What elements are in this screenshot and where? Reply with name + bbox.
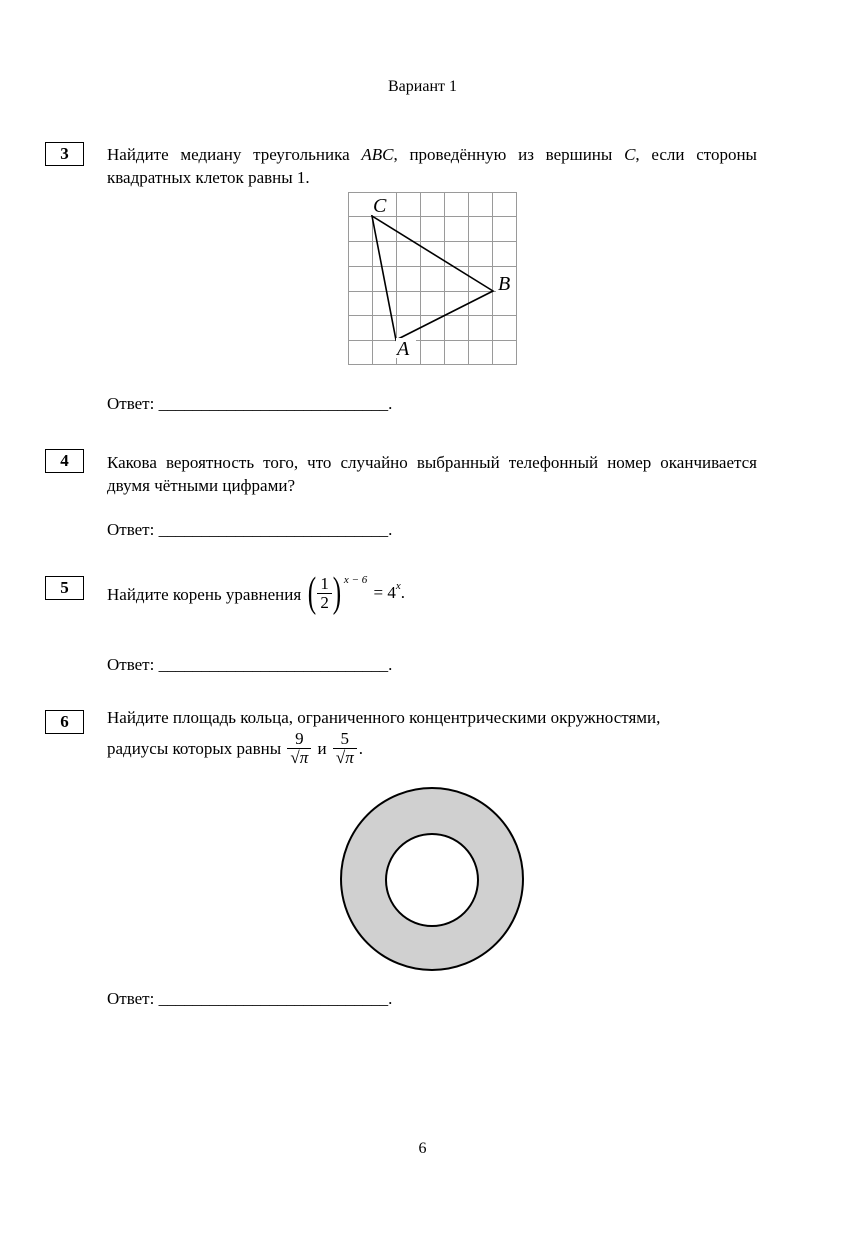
question-6-answer: Ответ: ___________________________.	[107, 989, 393, 1008]
q6-r1-num: 9	[295, 729, 304, 748]
q3-text-b: , проведённую из вершины	[393, 145, 625, 164]
question-4-answer: Ответ: ___________________________.	[107, 520, 393, 539]
question-4-number: 4	[45, 449, 84, 473]
q6-text: радиусы которых равны	[107, 738, 282, 758]
question-6-text-line1: Найдите площадь кольца, ограниченного концентрическими окружностями,	[107, 708, 661, 727]
q3-abc: ABC	[361, 145, 394, 164]
question-3-number: 3	[45, 142, 84, 166]
q5-right-paren: )	[332, 570, 342, 616]
q5-exponent: x − 6	[343, 573, 368, 586]
q3-text-a: Найдите медиану треугольника	[107, 145, 362, 164]
q6-conj: и	[317, 738, 327, 758]
triangle-grid-figure	[340, 186, 530, 370]
q6-r2-num: 5	[340, 729, 350, 748]
question-6-text-line2	[107, 730, 363, 767]
ring-figure	[338, 785, 528, 975]
question-5-text	[107, 572, 405, 632]
q5-rhs-exp: x	[395, 579, 401, 592]
question-6-number: 6	[45, 710, 84, 734]
page-number: 6	[418, 1140, 427, 1157]
vertex-label-c: C	[373, 195, 387, 217]
q3-text-c: , если стороны квадратных клеток равны 1.	[107, 145, 757, 187]
q3-c: C	[624, 145, 636, 164]
q5-end: .	[400, 583, 405, 602]
vertex-label-a: A	[397, 338, 410, 360]
triangle-abc	[372, 216, 493, 340]
q5-rhs: = 4	[373, 583, 396, 602]
q6-fraction-r1	[287, 730, 311, 767]
q6-r1-den: √π	[287, 748, 311, 767]
page-header: Вариант 1	[388, 78, 457, 95]
q6-fraction-r2	[333, 730, 357, 767]
q5-frac-den: 2	[317, 593, 332, 612]
question-3-answer: Ответ: ___________________________.	[107, 394, 393, 413]
question-4-text: Какова вероятность того, что случайно выбранный телефонный номер оканчивается двумя чётными цифрами?	[107, 453, 757, 495]
question-3-text	[107, 143, 757, 189]
question-5-number: 5	[45, 576, 84, 600]
q5-fraction	[317, 575, 332, 612]
grid-lines	[348, 192, 517, 365]
q6-end: .	[358, 738, 363, 758]
vertex-label-b: B	[498, 273, 511, 295]
q5-frac-num: 1	[320, 573, 329, 593]
q5-left-paren: (	[308, 570, 317, 616]
q6-r2-den: √π	[333, 748, 357, 767]
q5-text: Найдите корень уравнения	[107, 585, 302, 604]
question-5-answer: Ответ: ___________________________.	[107, 655, 393, 674]
ring-inner-circle	[386, 834, 478, 926]
